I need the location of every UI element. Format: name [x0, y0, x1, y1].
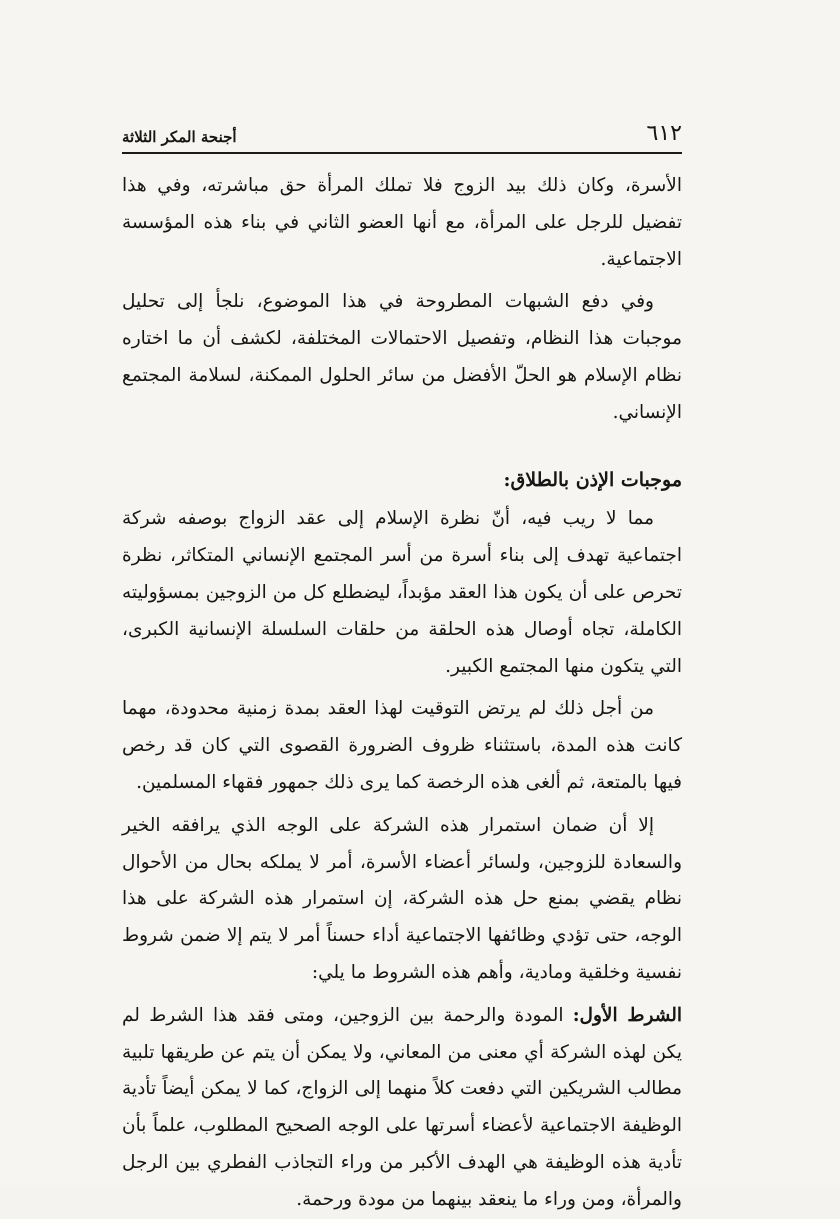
paragraph-3: مما لا ريب فيه، أنّ نظرة الإسلام إلى عقد الزواج بوصفه شركة اجتماعية تهدف إلى بناء أسرة من أسر المجتمع الإنساني المتكاثر، نظرة تحرص على أن يكون هذا العقد مؤبداً، ليضطلع كل من الزوجين بمسؤوليته الكاملة، تجاه أوصال هذه الحلقة من حلقات السلسلة الإنسانية الكبرى، التي يتكون منها المجتمع الكبير.	[122, 508, 682, 677]
paragraph-6	[122, 998, 682, 1219]
paragraph-2: وفي دفع الشبهات المطروحة في هذا الموضوع، نلجأ إلى تحليل موجبات هذا النظام، وتفصيل الاحتمالات المختلفة، لكشف أن ما اختاره نظام الإسلام هو الحلّ الأفضل من سائر الحلول الممكنة، لسلامة المجتمع الإنساني.	[122, 291, 682, 423]
page-number: ٦١٢	[646, 121, 682, 146]
condition-label: الشرط الأول:	[572, 1004, 682, 1026]
condition-text: المودة والرحمة بين الزوجين، ومتى فقد هذا الشرط لم يكن لهذه الشركة أي معنى من المعاني، ولا يمكن أن يتم عن طريقها تلبية مطالب الشريكين التي دفعت كلاً منهما إلى الزواج، كما لا يمكن أيضاً تأدية الوظيفة الاجتماعية لأعضاء أسرتها على الوجه الصحيح المطلوب، علماً بأن تأدية هذه الوظيفة هي الهدف الأكبر من وراء التجاذب الفطري بين الرجل والمرأة، ومن وراء ما ينعقد بينهما من مودة ورحمة.	[122, 1004, 682, 1210]
paragraph-1: الأسرة، وكان ذلك بيد الزوج فلا تملك المرأة حق مباشرته، وفي هذا تفضيل للرجل على المرأة، مع أنها العضو الثاني في بناء هذه المؤسسة الاجتماعية.	[122, 175, 682, 270]
page-body	[122, 168, 682, 1219]
paragraph-5: إلا أن ضمان استمرار هذه الشركة على الوجه الذي يرافقه الخير والسعادة للزوجين، ولسائر أعضاء الأسرة، أمر لا يملكه بحال من الأحوال نظام يقضي بمنع حل هذه الشركة، إن استمرار هذه الشركة على هذا الوجه، حتى تؤدي وظائفها الاجتماعية أداء حسناً أمر لا يتم إلا ضمن شروط نفسية وخلقية ومادية، وأهم هذه الشروط ما يلي:	[122, 814, 682, 983]
running-title: أجنحة المكر الثلاثة	[122, 128, 237, 146]
paragraph-4: من أجل ذلك لم يرتض التوقيت لهذا العقد بمدة زمنية محدودة، مهما كانت هذه المدة، باستثناء ظروف الضرورة القصوى التي كان قد رخص فيها بالمتعة، ثم ألغى هذه الرخصة كما يرى ذلك جمهور فقهاء المسلمين.	[122, 698, 682, 793]
section-heading: موجبات الإذن بالطلاق:	[503, 468, 682, 491]
page-header	[122, 118, 682, 154]
